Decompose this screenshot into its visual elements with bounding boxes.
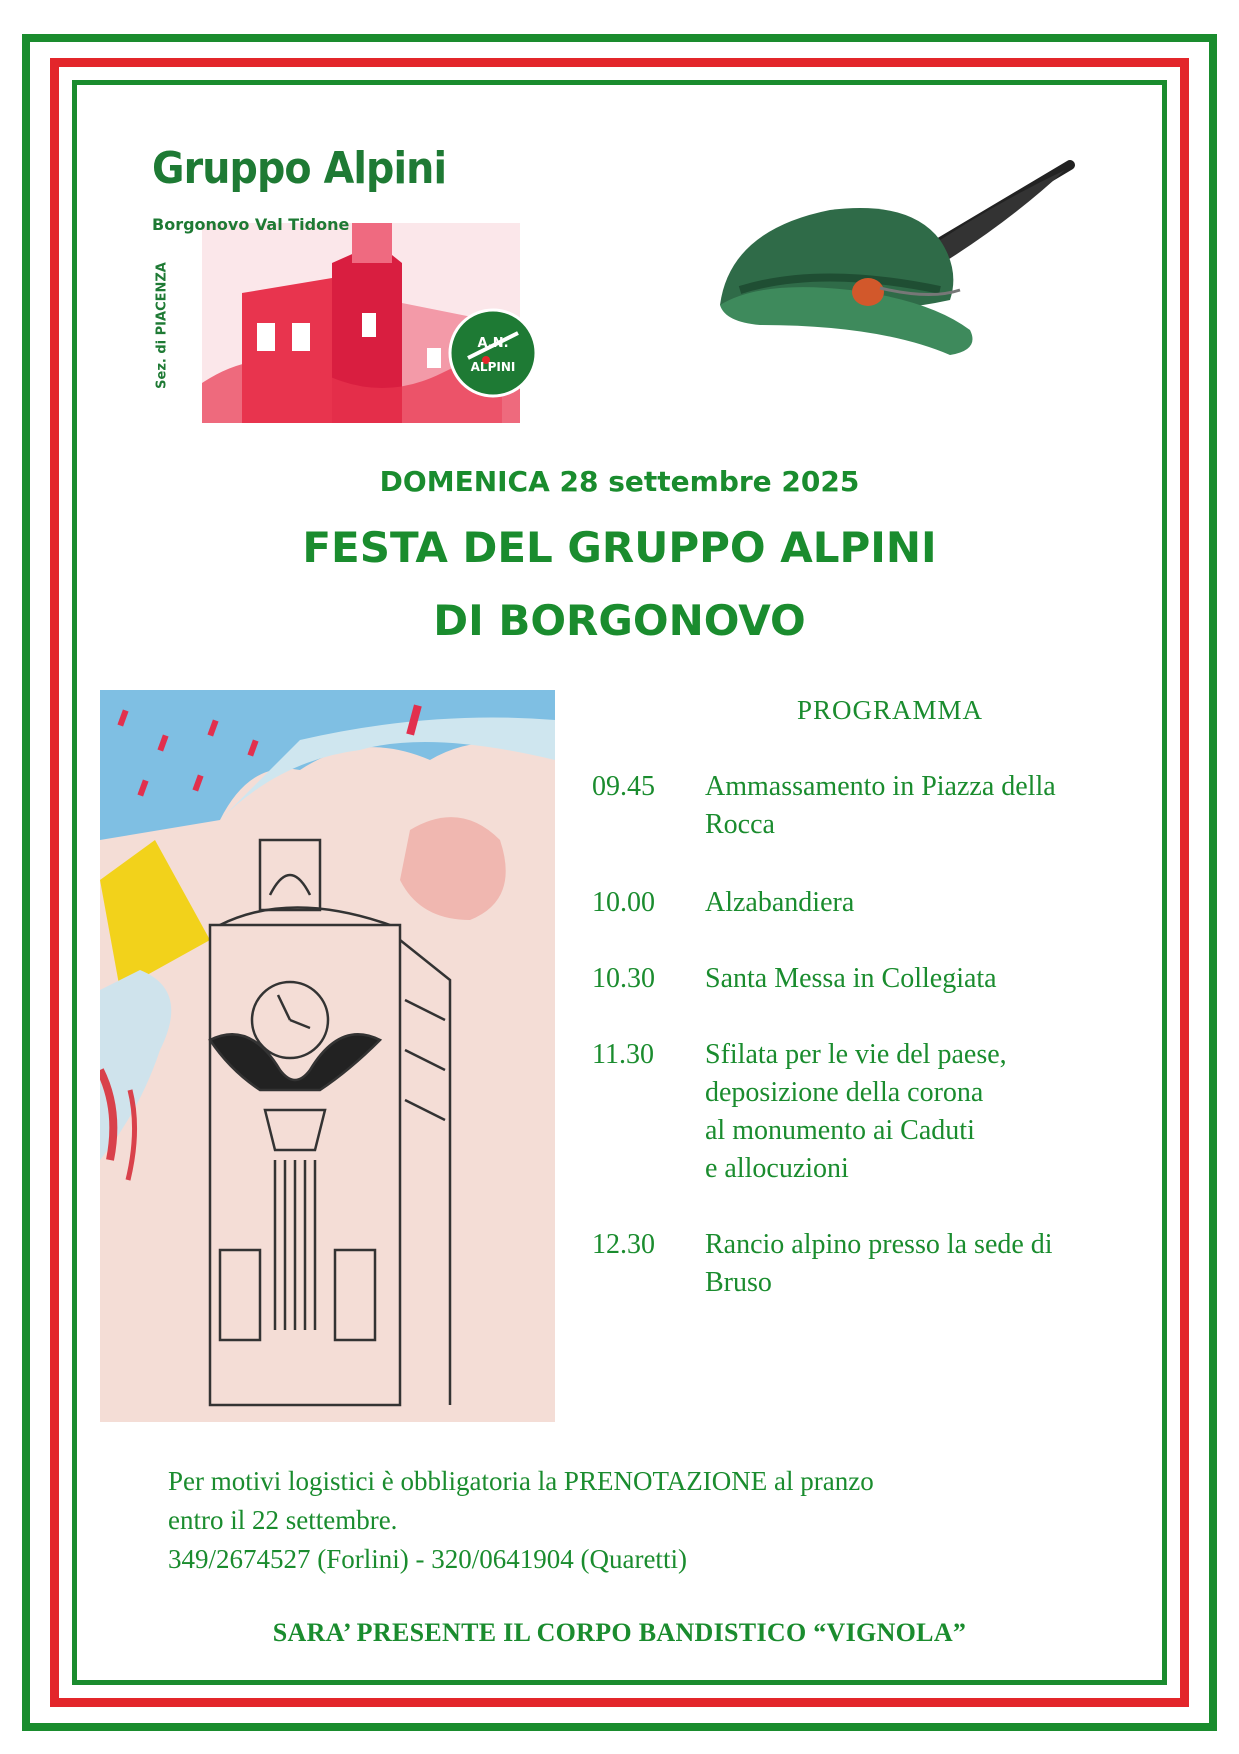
- logo-subtitle: Borgonovo Val Tidone: [152, 215, 350, 234]
- program-item-desc: Santa Messa in Collegiata: [705, 963, 997, 994]
- program-title: PROGRAMMA: [796, 695, 984, 725]
- program-item-desc: Rancio alpino presso la sede di Bruso: [705, 1229, 1053, 1298]
- badge-top-text: A.N.: [477, 336, 509, 351]
- program-item-time: 12.30: [592, 1229, 655, 1260]
- gruppo-alpini-logo: [150, 143, 530, 413]
- reservation-line1: Per motivi logistici è obbligatoria la PRENOTAZIONE al pranzo: [168, 1466, 874, 1496]
- event-date: DOMENICA 28 settembre 2025: [379, 465, 860, 498]
- event-title-line1: FESTA DEL GRUPPO ALPINI: [302, 523, 937, 572]
- alpine-hat-icon: [700, 150, 1080, 380]
- logo-section-label: Sez. di PIACENZA: [154, 262, 170, 389]
- bell-tower-artwork: [100, 690, 555, 1422]
- ana-badge: [448, 308, 538, 398]
- event-title-line2: DI BORGONOVO: [433, 596, 806, 645]
- logo-title: Gruppo Alpini: [152, 143, 447, 194]
- reservation-phones: 349/2674527 (Forlini) - 320/0641904 (Quaretti): [168, 1544, 687, 1574]
- band-announcement: SARA’ PRESENTE IL CORPO BANDISTICO “VIGNOLA”: [272, 1618, 967, 1647]
- program-item-desc: Alzabandiera: [705, 887, 855, 918]
- program-item-time: 10.30: [592, 963, 655, 994]
- badge-circle: [448, 308, 538, 398]
- badge-bottom-text: ALPINI: [470, 360, 516, 374]
- program-item-desc: Ammassamento in Piazza della Rocca: [705, 771, 1056, 840]
- program-item-time: 10.00: [592, 887, 655, 918]
- reservation-note: [168, 1462, 1068, 1579]
- program-item-desc: Sfilata per le vie del paese, deposizione della corona al monumento ai Caduti e allocuzioni: [705, 1039, 1007, 1184]
- program-item-time: 11.30: [592, 1039, 654, 1070]
- program-item-time: 09.45: [592, 771, 655, 802]
- reservation-line2: entro il 22 settembre.: [168, 1505, 398, 1535]
